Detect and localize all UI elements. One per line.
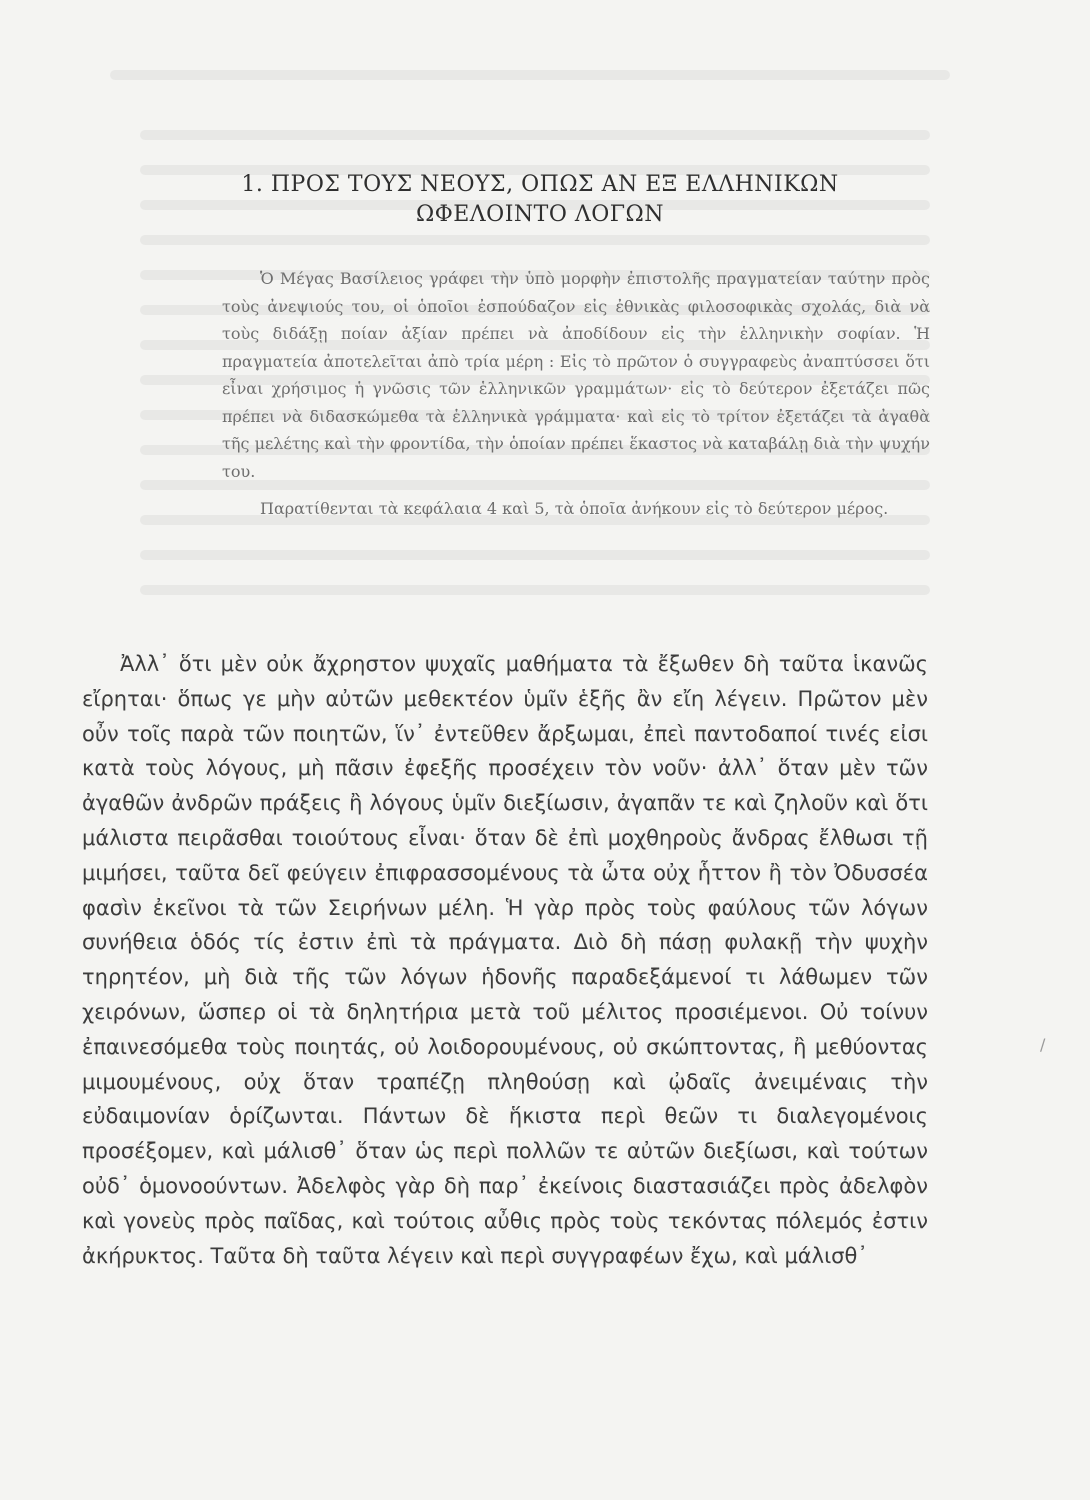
source-paragraph: Ἀλλ᾽ ὅτι μὲν οὐκ ἄχρηστον ψυχαῖς μαθήματα τὰ ἔξωθεν δὴ ταῦτα ἱκανῶς εἴρηται· ὅπως γε μὴν αὐτῶν μεθεκτέον ὑμῖν ἑξῆς ἂν εἴη λέγειν. Πρῶτον μὲν οὖν τοῖς παρὰ τῶν ποιητῶν, ἵν᾽ ἐντεῦθεν ἄρξωμαι, ἐπεὶ παντοδαποί τινές εἰσι κατὰ τοὺς λόγους, μὴ πᾶσιν ἐφεξῆς προσέχειν τὸν νοῦν· ἀλλ᾽ ὅταν μὲν τῶν ἀγαθῶν ἀνδρῶν πράξεις ἢ λόγους ὑμῖν διεξίωσιν, ἀγαπᾶν τε καὶ ζηλοῦν καὶ ὅτι μάλιστα πειρᾶσθαι τοιούτους εἶναι· ὅταν δὲ ἐπὶ μοχθηροὺς ἄνδρας ἔλθωσι τῇ μιμήσει, ταῦτα δεῖ φεύγειν ἐπιφρασσομένους τὰ ὦτα οὐχ ἧττον ἢ τὸν Ὀδυσσέα φασὶν ἐκεῖνοι τὰ τῶν Σειρήνων μέλη. Ἡ γὰρ πρὸς τοὺς φαύλους τῶν λόγων συνήθεια ὁδός τίς ἐστιν ἐπὶ τὰ πράγματα. Διὸ δὴ πάσῃ φυλακῇ τὴν ψυχὴν τηρητέον, μὴ διὰ τῆς τῶν λόγων ἡδονῆς παραδεξάμενοί τι λάθωμεν τῶν χειρόνων, ὥσπερ οἱ τὰ δηλητήρια μετὰ τοῦ μέλιτος προσιέμενοι. Οὐ τοίνυν ἐπαινεσόμεθα τοὺς ποιητάς, οὐ λοιδορουμένους, οὐ σκώπτοντας, ἢ μεθύοντας μιμουμένους, οὐχ ὅταν τραπέζῃ πληθούσῃ καὶ ᾠδαῖς ἀνειμέναις τὴν εὐδαιμονίαν ὁρίζωνται. Πάντων δὲ ἥκιστα περὶ θεῶν τι διαλεγομένοις προσέξομεν, καὶ μάλισθ᾽ ὅταν ὡς περὶ πολλῶν τε αὐτῶν διεξίωσι, καὶ τούτων οὐδ᾽ ὁμονοούντων. Ἀδελφὸς γὰρ δὴ παρ᾽ ἐκείνοις διαστασιάζει πρὸς ἀδελφὸν καὶ γονεὺς πρὸς παῖδας, καὶ τούτοις αὖθις πρὸς τοὺς τεκόντας πόλεμός ἐστιν ἀκήρυκτος. Ταῦτα δὴ ταῦτα λέγειν καὶ περὶ συγγραφέων ἔχω, καὶ μάλισθ᾽ [82,652,928,1268]
intro-paragraph: Ὁ Μέγας Βασίλειος γράφει τὴν ὑπὸ μορφὴν ἐπιστολῆς πραγματείαν ταύτην πρὸς τοὺς ἀνεψιούς του, οἱ ὁποῖοι ἐσπούδαζον εἰς ἐθνικὰς φιλοσοφικὰς σχολάς, διὰ νὰ τοὺς διδάξῃ ποίαν ἀξίαν πρέπει νὰ ἀποδίδουν εἰς τὴν ἑλληνικὴν σοφίαν. Ἡ πραγματεία ἀποτελεῖται ἀπὸ τρία μέρη : Εἰς τὸ πρῶτον ὁ συγγραφεὺς ἀναπτύσσει ὅτι εἶναι χρήσιμος ἡ γνῶσις τῶν ἑλληνικῶν γραμμάτων· εἰς τὸ δεύτερον ἐξετάζει πῶς πρέπει νὰ διδασκώμεθα τὰ ἑλληνικὰ γράμματα· καὶ εἰς τὸ τρίτον ἐξετάζει τὰ ἀγαθὰ τῆς μελέτης καὶ τὴν φροντίδα, τὴν ὁποίαν πρέπει ἕκαστος νὰ καταβάλῃ διὰ τὴν ψυχήν του. [222,269,930,481]
margin-pencil-mark: / [1040,1035,1046,1054]
greek-source-text [82,647,928,1273]
chapter-title [120,170,960,230]
intro-paragraph: Παρατίθενται τὰ κεφάλαια 4 καὶ 5, τὰ ὁποῖα ἀνήκουν εἰς τὸ δεύτερον μέρος. [260,499,889,518]
chapter-title-line-1: 1. ΠΡΟΣ ΤΟΥΣ ΝΕΟΥΣ, ΟΠΩΣ ΑΝ ΕΞ ΕΛΛΗΝΙΚΩΝ [241,172,839,197]
introduction-note [222,265,930,523]
chapter-title-line-2: ΩΦΕΛΟΙΝΤΟ ΛΟΓΩΝ [415,202,665,227]
